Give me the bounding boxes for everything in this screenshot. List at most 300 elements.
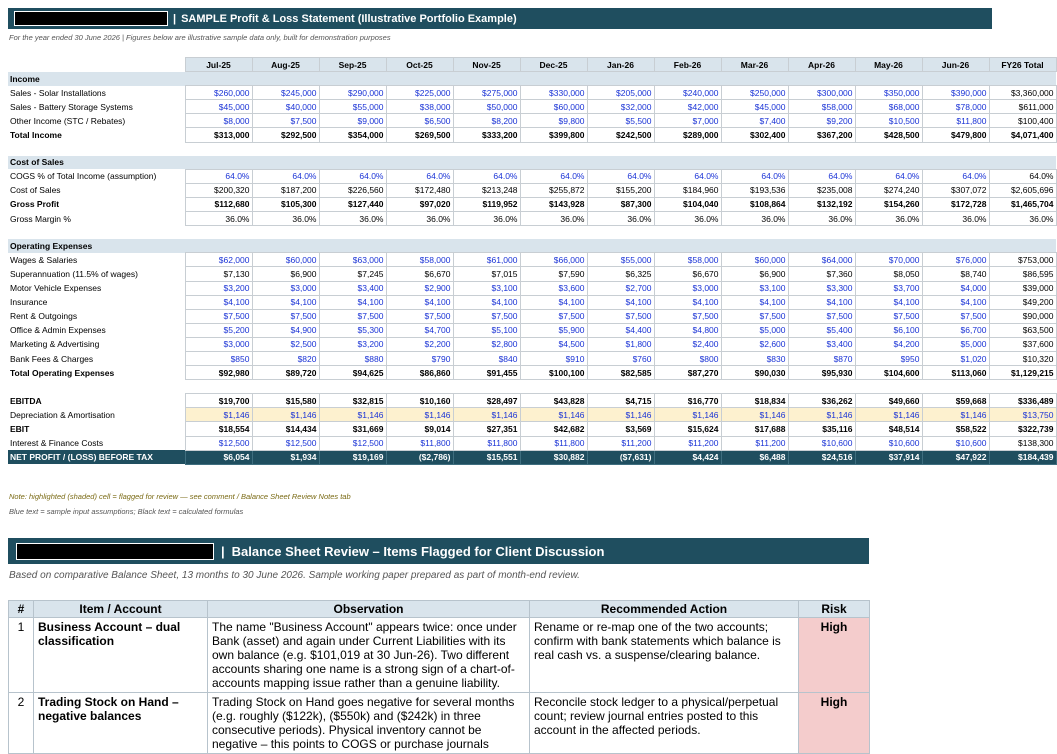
month-value-cell: $479,800 bbox=[922, 128, 989, 142]
month-value-cell: $820 bbox=[252, 351, 319, 365]
month-value-cell: $9,200 bbox=[788, 114, 855, 128]
month-header: Apr-26 bbox=[788, 58, 855, 72]
month-value-cell: 36.0% bbox=[185, 212, 252, 226]
pl-data-row bbox=[8, 408, 1056, 422]
section-fill-cell bbox=[654, 72, 721, 86]
item-observation: Trading Stock on Hand goes negative for several months (e.g. roughly ($122k), ($550k) and ($242k) in three consecutive periods). Physical inventory cannot be negative – this points to COGS or purchase journals bbox=[208, 693, 530, 754]
month-value-cell: $2,800 bbox=[453, 337, 520, 351]
month-value-cell: 36.0% bbox=[587, 212, 654, 226]
pl-data-row bbox=[8, 86, 1056, 100]
month-value-cell: ($2,786) bbox=[386, 450, 453, 464]
month-value-cell: $4,424 bbox=[654, 450, 721, 464]
month-value-cell: $800 bbox=[654, 351, 721, 365]
redacted-company-name bbox=[16, 543, 214, 560]
month-value-cell: $19,169 bbox=[319, 450, 386, 464]
month-value-cell: $87,270 bbox=[654, 366, 721, 380]
section-fill-cell bbox=[520, 156, 587, 170]
pl-data-row bbox=[8, 183, 1056, 197]
month-value-cell: $7,000 bbox=[654, 114, 721, 128]
month-value-cell: $4,700 bbox=[386, 323, 453, 337]
month-value-cell: 64.0% bbox=[386, 169, 453, 183]
month-value-cell: $6,488 bbox=[721, 450, 788, 464]
month-value-cell: $5,400 bbox=[788, 323, 855, 337]
month-value-cell: $64,000 bbox=[788, 253, 855, 267]
section-fill-cell bbox=[654, 239, 721, 253]
month-header: Jun-26 bbox=[922, 58, 989, 72]
month-value-cell: $255,872 bbox=[520, 183, 587, 197]
month-value-cell: $240,000 bbox=[654, 86, 721, 100]
month-value-cell: $226,560 bbox=[319, 183, 386, 197]
col-header-action: Recommended Action bbox=[530, 601, 799, 618]
section-fill-cell bbox=[453, 72, 520, 86]
month-value-cell: $6,900 bbox=[252, 267, 319, 281]
month-value-cell: $7,500 bbox=[520, 309, 587, 323]
month-header-row bbox=[8, 58, 1056, 72]
row-label: Insurance bbox=[10, 297, 48, 308]
month-value-cell: 64.0% bbox=[319, 169, 386, 183]
month-value-cell: $4,800 bbox=[654, 323, 721, 337]
pl-data-row bbox=[8, 128, 1056, 142]
month-value-cell: $3,569 bbox=[587, 422, 654, 436]
month-value-cell: $45,000 bbox=[185, 100, 252, 114]
month-value-cell: $32,000 bbox=[587, 100, 654, 114]
spacer-cell bbox=[8, 142, 1056, 156]
month-value-cell: 64.0% bbox=[788, 169, 855, 183]
month-value-cell: $5,200 bbox=[185, 323, 252, 337]
section-fill-cell bbox=[855, 239, 922, 253]
month-value-cell: $7,500 bbox=[386, 309, 453, 323]
month-value-cell: $1,146 bbox=[721, 408, 788, 422]
month-value-cell: $27,351 bbox=[453, 422, 520, 436]
month-value-cell: $1,146 bbox=[386, 408, 453, 422]
month-value-cell: $112,680 bbox=[185, 197, 252, 211]
month-value-cell: $11,800 bbox=[453, 436, 520, 450]
month-value-cell: $6,325 bbox=[587, 267, 654, 281]
month-value-cell: $17,688 bbox=[721, 422, 788, 436]
section-fill-cell bbox=[319, 239, 386, 253]
month-value-cell: $184,960 bbox=[654, 183, 721, 197]
month-value-cell: $7,500 bbox=[185, 309, 252, 323]
total-value-cell: $100,400 bbox=[989, 114, 1056, 128]
month-value-cell: $6,670 bbox=[386, 267, 453, 281]
month-value-cell: 64.0% bbox=[721, 169, 788, 183]
row-label: Office & Admin Expenses bbox=[10, 325, 106, 336]
month-value-cell: 64.0% bbox=[520, 169, 587, 183]
month-value-cell: $11,200 bbox=[721, 436, 788, 450]
total-value-cell: $3,360,000 bbox=[989, 86, 1056, 100]
month-header: Dec-25 bbox=[520, 58, 587, 72]
pl-header-bar bbox=[8, 8, 992, 29]
month-value-cell: $3,400 bbox=[319, 281, 386, 295]
risk-badge: High bbox=[799, 693, 870, 754]
row-label: Sales - Battery Storage Systems bbox=[10, 101, 133, 112]
bs-header-bar bbox=[8, 538, 869, 564]
month-value-cell: $143,928 bbox=[520, 197, 587, 211]
month-value-cell: $213,248 bbox=[453, 183, 520, 197]
month-value-cell: 36.0% bbox=[252, 212, 319, 226]
month-value-cell: $4,400 bbox=[587, 323, 654, 337]
section-fill-cell bbox=[587, 239, 654, 253]
month-value-cell: $4,900 bbox=[252, 323, 319, 337]
month-value-cell: $250,000 bbox=[721, 86, 788, 100]
spacer-cell bbox=[8, 380, 1056, 394]
item-recommended-action: Reconcile stock ledger to a physical/perpetual count; review journal entries posted to this account in the affected periods. bbox=[530, 693, 799, 754]
month-value-cell: $840 bbox=[453, 351, 520, 365]
row-label: Wages & Salaries bbox=[10, 254, 78, 265]
section-fill-cell bbox=[453, 239, 520, 253]
section-fill-cell bbox=[453, 156, 520, 170]
section-fill-cell bbox=[721, 239, 788, 253]
month-value-cell: $4,100 bbox=[252, 295, 319, 309]
pl-data-row bbox=[8, 422, 1056, 436]
item-observation: The name "Business Account" appears twice: once under Bank (asset) and again under Current Liabilities with its own balance (e.g. $101,019 at 30 Jun-26). Two different accounts sharing one name is a strong sign of a chart-of-accounts mapping issue rather than a genuine liability. bbox=[208, 618, 530, 693]
month-value-cell: $40,000 bbox=[252, 100, 319, 114]
month-value-cell: $15,551 bbox=[453, 450, 520, 464]
pl-data-row bbox=[8, 436, 1056, 450]
pl-data-row bbox=[8, 212, 1056, 226]
color-legend-note: Blue text = sample input assumptions; Black text = calculated formulas bbox=[9, 507, 244, 516]
month-value-cell: $66,000 bbox=[520, 253, 587, 267]
month-value-cell: $760 bbox=[587, 351, 654, 365]
month-value-cell: $70,000 bbox=[855, 253, 922, 267]
month-value-cell: $1,146 bbox=[587, 408, 654, 422]
row-label: Depreciation & Amortisation bbox=[8, 408, 185, 422]
month-value-cell: $399,800 bbox=[520, 128, 587, 142]
total-value-cell: $90,000 bbox=[989, 309, 1056, 323]
month-value-cell: $154,260 bbox=[855, 197, 922, 211]
month-value-cell: $7,500 bbox=[788, 309, 855, 323]
month-value-cell: $6,670 bbox=[654, 267, 721, 281]
month-value-cell: $390,000 bbox=[922, 86, 989, 100]
pl-data-row bbox=[8, 366, 1056, 380]
month-value-cell: $91,455 bbox=[453, 366, 520, 380]
month-value-cell: $1,146 bbox=[788, 408, 855, 422]
section-label: Cost of Sales bbox=[8, 156, 185, 170]
row-label: Motor Vehicle Expenses bbox=[10, 283, 102, 294]
month-value-cell: $104,040 bbox=[654, 197, 721, 211]
section-fill-cell bbox=[319, 72, 386, 86]
pl-data-row bbox=[8, 309, 1056, 323]
bs-item-row bbox=[9, 693, 870, 754]
section-label: Operating Expenses bbox=[8, 239, 185, 253]
month-value-cell: $7,130 bbox=[185, 267, 252, 281]
bs-header-row bbox=[9, 601, 870, 618]
total-value-cell: $336,489 bbox=[989, 394, 1056, 408]
month-value-cell: $7,500 bbox=[252, 309, 319, 323]
month-value-cell: $18,554 bbox=[185, 422, 252, 436]
month-value-cell: $7,500 bbox=[855, 309, 922, 323]
month-value-cell: $8,740 bbox=[922, 267, 989, 281]
month-value-cell: $2,400 bbox=[654, 337, 721, 351]
month-value-cell: $4,100 bbox=[185, 295, 252, 309]
month-value-cell: $5,300 bbox=[319, 323, 386, 337]
month-value-cell: $60,000 bbox=[721, 253, 788, 267]
month-value-cell: $113,060 bbox=[922, 366, 989, 380]
total-value-cell: $63,500 bbox=[989, 323, 1056, 337]
month-value-cell: $16,770 bbox=[654, 394, 721, 408]
section-header-row bbox=[8, 72, 1056, 86]
month-value-cell: $354,000 bbox=[319, 128, 386, 142]
header-separator: | bbox=[221, 543, 225, 559]
section-fill-cell bbox=[587, 156, 654, 170]
month-value-cell: $9,014 bbox=[386, 422, 453, 436]
month-value-cell: $3,300 bbox=[788, 281, 855, 295]
month-value-cell: $7,500 bbox=[319, 309, 386, 323]
month-value-cell: $3,400 bbox=[788, 337, 855, 351]
month-value-cell: $8,000 bbox=[185, 114, 252, 128]
month-value-cell: $260,000 bbox=[185, 86, 252, 100]
month-value-cell: $6,100 bbox=[855, 323, 922, 337]
month-value-cell: $63,000 bbox=[319, 253, 386, 267]
total-value-cell: $13,750 bbox=[989, 408, 1056, 422]
month-value-cell: $7,590 bbox=[520, 267, 587, 281]
section-fill-cell bbox=[721, 72, 788, 86]
month-value-cell: $3,200 bbox=[185, 281, 252, 295]
section-fill-cell bbox=[788, 72, 855, 86]
month-value-cell: $4,100 bbox=[520, 295, 587, 309]
col-header-item: Item / Account bbox=[34, 601, 208, 618]
month-value-cell: $1,146 bbox=[520, 408, 587, 422]
total-value-cell: $184,439 bbox=[989, 450, 1056, 464]
month-value-cell: $14,434 bbox=[252, 422, 319, 436]
month-value-cell: $2,200 bbox=[386, 337, 453, 351]
month-value-cell: $1,146 bbox=[252, 408, 319, 422]
month-value-cell: $31,669 bbox=[319, 422, 386, 436]
month-value-cell: 64.0% bbox=[855, 169, 922, 183]
section-fill-cell bbox=[386, 156, 453, 170]
section-header-row bbox=[8, 239, 1056, 253]
month-value-cell: $76,000 bbox=[922, 253, 989, 267]
header-separator: | bbox=[173, 12, 177, 25]
month-value-cell: 36.0% bbox=[319, 212, 386, 226]
month-value-cell: $9,800 bbox=[520, 114, 587, 128]
item-recommended-action: Rename or re-map one of the two accounts; confirm with bank statements which balance is real cash vs. a suspense/clearing balance. bbox=[530, 618, 799, 693]
month-value-cell: $245,000 bbox=[252, 86, 319, 100]
month-value-cell: $1,146 bbox=[654, 408, 721, 422]
month-value-cell: $330,000 bbox=[520, 86, 587, 100]
month-value-cell: 64.0% bbox=[453, 169, 520, 183]
month-value-cell: $870 bbox=[788, 351, 855, 365]
pl-data-row bbox=[8, 450, 1056, 464]
month-value-cell: $274,240 bbox=[855, 183, 922, 197]
total-value-cell: $1,465,704 bbox=[989, 197, 1056, 211]
month-value-cell: $290,000 bbox=[319, 86, 386, 100]
month-value-cell: $1,020 bbox=[922, 351, 989, 365]
month-value-cell: ($7,631) bbox=[587, 450, 654, 464]
month-value-cell: $4,500 bbox=[520, 337, 587, 351]
month-value-cell: $3,600 bbox=[520, 281, 587, 295]
section-fill-cell bbox=[252, 72, 319, 86]
month-value-cell: $11,800 bbox=[922, 114, 989, 128]
month-value-cell: $7,400 bbox=[721, 114, 788, 128]
month-value-cell: 64.0% bbox=[185, 169, 252, 183]
section-fill-cell bbox=[386, 239, 453, 253]
total-value-cell: $39,000 bbox=[989, 281, 1056, 295]
header-blank-cell bbox=[8, 58, 185, 72]
month-value-cell: $4,100 bbox=[319, 295, 386, 309]
month-value-cell: $58,522 bbox=[922, 422, 989, 436]
pl-data-row bbox=[8, 267, 1056, 281]
month-value-cell: $11,800 bbox=[520, 436, 587, 450]
month-value-cell: $1,146 bbox=[319, 408, 386, 422]
section-fill-cell bbox=[922, 239, 989, 253]
section-header-row bbox=[8, 156, 1056, 170]
month-value-cell: $205,000 bbox=[587, 86, 654, 100]
month-value-cell: $62,000 bbox=[185, 253, 252, 267]
month-header: Nov-25 bbox=[453, 58, 520, 72]
month-value-cell: $119,952 bbox=[453, 197, 520, 211]
col-header-num: # bbox=[9, 601, 34, 618]
section-fill-cell bbox=[788, 156, 855, 170]
month-value-cell: 36.0% bbox=[453, 212, 520, 226]
section-fill-cell bbox=[386, 72, 453, 86]
month-value-cell: $92,980 bbox=[185, 366, 252, 380]
month-value-cell: $30,882 bbox=[520, 450, 587, 464]
row-label: Total Operating Expenses bbox=[10, 367, 115, 378]
month-value-cell: 64.0% bbox=[587, 169, 654, 183]
pl-data-row bbox=[8, 169, 1056, 183]
month-value-cell: $235,008 bbox=[788, 183, 855, 197]
month-value-cell: $94,625 bbox=[319, 366, 386, 380]
total-value-cell: $49,200 bbox=[989, 295, 1056, 309]
month-value-cell: $36,262 bbox=[788, 394, 855, 408]
total-value-cell: $1,129,215 bbox=[989, 366, 1056, 380]
month-value-cell: $4,100 bbox=[721, 295, 788, 309]
month-value-cell: $100,100 bbox=[520, 366, 587, 380]
month-value-cell: $1,146 bbox=[453, 408, 520, 422]
pl-data-row bbox=[8, 351, 1056, 365]
month-value-cell: $4,100 bbox=[654, 295, 721, 309]
month-value-cell: $2,600 bbox=[721, 337, 788, 351]
section-fill-cell bbox=[520, 72, 587, 86]
month-value-cell: $8,200 bbox=[453, 114, 520, 128]
month-value-cell: $275,000 bbox=[453, 86, 520, 100]
month-value-cell: $86,860 bbox=[386, 366, 453, 380]
month-value-cell: $9,000 bbox=[319, 114, 386, 128]
month-value-cell: $78,000 bbox=[922, 100, 989, 114]
risk-badge: High bbox=[799, 618, 870, 693]
month-value-cell: $6,900 bbox=[721, 267, 788, 281]
month-value-cell: $11,800 bbox=[386, 436, 453, 450]
total-value-cell: 64.0% bbox=[989, 169, 1056, 183]
section-fill-cell bbox=[252, 156, 319, 170]
redacted-company-name bbox=[14, 11, 168, 26]
row-label: EBIT bbox=[10, 423, 30, 434]
row-label: Marketing & Advertising bbox=[10, 339, 100, 350]
month-value-cell: $2,900 bbox=[386, 281, 453, 295]
month-value-cell: $1,146 bbox=[922, 408, 989, 422]
section-fill-cell bbox=[185, 72, 252, 86]
section-fill-cell bbox=[185, 156, 252, 170]
month-value-cell: $3,100 bbox=[721, 281, 788, 295]
month-value-cell: $55,000 bbox=[319, 100, 386, 114]
month-value-cell: $82,585 bbox=[587, 366, 654, 380]
balance-sheet-review-table bbox=[8, 600, 870, 754]
month-value-cell: 36.0% bbox=[788, 212, 855, 226]
month-value-cell: $289,000 bbox=[654, 128, 721, 142]
month-value-cell: $350,000 bbox=[855, 86, 922, 100]
month-value-cell: $4,200 bbox=[855, 337, 922, 351]
month-value-cell: $292,500 bbox=[252, 128, 319, 142]
month-value-cell: $4,100 bbox=[922, 295, 989, 309]
row-label: Gross Profit bbox=[10, 199, 60, 210]
total-value-cell: $10,320 bbox=[989, 351, 1056, 365]
month-value-cell: $15,624 bbox=[654, 422, 721, 436]
month-value-cell: $7,500 bbox=[721, 309, 788, 323]
month-value-cell: $68,000 bbox=[855, 100, 922, 114]
month-value-cell: $60,000 bbox=[520, 100, 587, 114]
section-fill-cell bbox=[855, 72, 922, 86]
month-value-cell: $3,700 bbox=[855, 281, 922, 295]
total-value-cell: 36.0% bbox=[989, 212, 1056, 226]
section-fill-cell bbox=[989, 239, 1056, 253]
month-value-cell: $104,600 bbox=[855, 366, 922, 380]
profit-loss-table bbox=[8, 57, 1057, 465]
month-value-cell: $11,200 bbox=[587, 436, 654, 450]
total-value-cell: $138,300 bbox=[989, 436, 1056, 450]
month-value-cell: $3,000 bbox=[654, 281, 721, 295]
col-header-observation: Observation bbox=[208, 601, 530, 618]
month-header: Feb-26 bbox=[654, 58, 721, 72]
flag-note: Note: highlighted (shaded) cell = flagged for review — see comment / Balance Sheet Review Notes tab bbox=[9, 492, 351, 501]
month-value-cell: $5,100 bbox=[453, 323, 520, 337]
month-value-cell: $830 bbox=[721, 351, 788, 365]
row-label: Rent & Outgoings bbox=[10, 311, 78, 322]
month-header: May-26 bbox=[855, 58, 922, 72]
month-value-cell: $10,160 bbox=[386, 394, 453, 408]
month-value-cell: 64.0% bbox=[252, 169, 319, 183]
month-value-cell: $172,480 bbox=[386, 183, 453, 197]
month-value-cell: $10,500 bbox=[855, 114, 922, 128]
month-header: Sep-25 bbox=[319, 58, 386, 72]
month-value-cell: 36.0% bbox=[520, 212, 587, 226]
row-label: EBITDA bbox=[10, 395, 42, 406]
section-fill-cell bbox=[520, 239, 587, 253]
month-value-cell: 36.0% bbox=[855, 212, 922, 226]
month-value-cell: $307,072 bbox=[922, 183, 989, 197]
section-fill-cell bbox=[922, 72, 989, 86]
month-value-cell: $49,660 bbox=[855, 394, 922, 408]
month-value-cell: $87,300 bbox=[587, 197, 654, 211]
month-value-cell: $127,440 bbox=[319, 197, 386, 211]
month-value-cell: $4,100 bbox=[587, 295, 654, 309]
month-value-cell: $1,146 bbox=[855, 408, 922, 422]
row-label: Other Income (STC / Rebates) bbox=[10, 115, 126, 126]
total-value-cell: $86,595 bbox=[989, 267, 1056, 281]
total-value-cell: $2,605,696 bbox=[989, 183, 1056, 197]
month-value-cell: $58,000 bbox=[654, 253, 721, 267]
row-label: Gross Margin % bbox=[10, 213, 71, 224]
month-header: Mar-26 bbox=[721, 58, 788, 72]
col-header-risk: Risk bbox=[799, 601, 870, 618]
month-value-cell: $47,922 bbox=[922, 450, 989, 464]
month-value-cell: $3,200 bbox=[319, 337, 386, 351]
month-value-cell: $155,200 bbox=[587, 183, 654, 197]
month-value-cell: $58,000 bbox=[386, 253, 453, 267]
row-label: NET PROFIT / (LOSS) BEFORE TAX bbox=[8, 450, 185, 464]
month-value-cell: $193,536 bbox=[721, 183, 788, 197]
row-label: COGS % of Total Income (assumption) bbox=[10, 171, 157, 182]
month-value-cell: $37,914 bbox=[855, 450, 922, 464]
month-value-cell: $5,500 bbox=[587, 114, 654, 128]
month-value-cell: $1,934 bbox=[252, 450, 319, 464]
month-value-cell: $12,500 bbox=[185, 436, 252, 450]
month-value-cell: $4,100 bbox=[788, 295, 855, 309]
month-value-cell: $48,514 bbox=[855, 422, 922, 436]
spacer-row bbox=[8, 380, 1056, 394]
pl-data-row bbox=[8, 281, 1056, 295]
month-value-cell: $12,500 bbox=[252, 436, 319, 450]
